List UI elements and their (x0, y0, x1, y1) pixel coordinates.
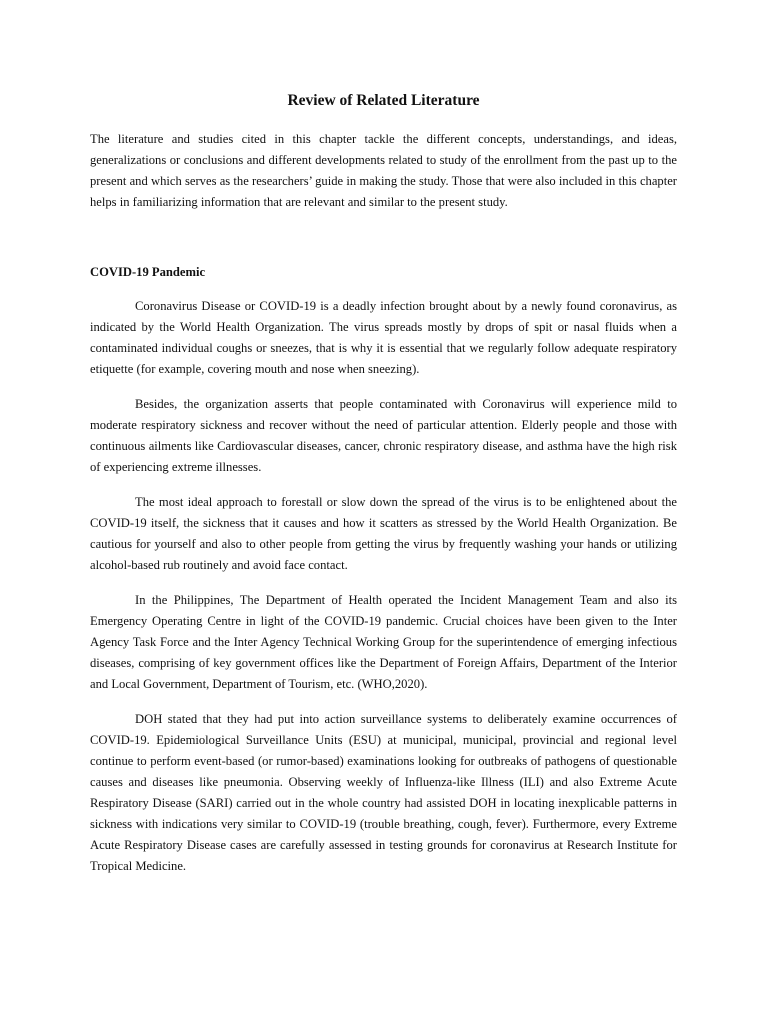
paragraph: Besides, the organization asserts that people contaminated with Coronavirus will experience mild to moderate respiratory sickness and recover without the need of particular attention. Elderly people and those with continuous ailments like Cardiovascular diseases, cancer, chronic respiratory disease, and asthma have the high risk of experiencing extreme illnesses. (90, 397, 677, 474)
paragraph: The most ideal approach to forestall or slow down the spread of the virus is to be enlightened about the COVID-19 itself, the sickness that it causes and how it scatters as stressed by the World Health Organization. Be cautious for yourself and also to other people from getting the virus by frequently washing your hands or utilizing alcohol-based rub routinely and avoid face contact. (90, 495, 677, 572)
paragraph: DOH stated that they had put into action surveillance systems to deliberately examine occurrences of COVID-19. Epidemiological Surveillance Units (ESU) at municipal, municipal, provincial and regional level continue to perform event-based (or rumor-based) examinations looking for outbreaks of pathogens of questionable causes and diseases like pneumonia. Observing weekly of Influenza-like Illness (ILI) and also Extreme Acute Respiratory Disease (SARI) carried out in the whole country had assisted DOH in locating inexplicable patterns in sickness with indications very similar to COVID-19 (trouble breathing, cough, fever). Furthermore, every Extreme Acute Respiratory Disease cases are carefully assessed in testing grounds for coronavirus at Research Institute for Tropical Medicine. (90, 712, 677, 873)
page-title: Review of Related Literature (287, 92, 480, 109)
section-heading: COVID-19 Pandemic (90, 265, 206, 279)
intro-paragraph: The literature and studies cited in this chapter tackle the different concepts, understandings, and ideas, generalizations or conclusions and different developments related to study of the enrollment from the past up to the present and which serves as the researchers’ guide in making the study. Those that were also included in this chapter helps in familiarizing information that are relevant and similar to the present study. (90, 132, 677, 209)
document-body (90, 88, 677, 891)
paragraph: Coronavirus Disease or COVID-19 is a deadly infection brought about by a newly found coronavirus, as indicated by the World Health Organization. The virus spreads mostly by drops of spit or nasal fluids when a contaminated individual coughs or sneezes, that is why it is essential that we regularly follow adequate respiratory etiquette (for example, covering mouth and nose when sneezing). (90, 299, 677, 376)
paragraph: In the Philippines, The Department of Health operated the Incident Management Team and also its Emergency Operating Centre in light of the COVID-19 pandemic. Crucial choices have been given to the Inter Agency Task Force and the Inter Agency Technical Working Group for the superintendence of emerging infectious diseases, comprising of key government offices like the Department of Foreign Affairs, Department of the Interior and Local Government, Department of Tourism, etc. (WHO,2020). (90, 593, 677, 691)
